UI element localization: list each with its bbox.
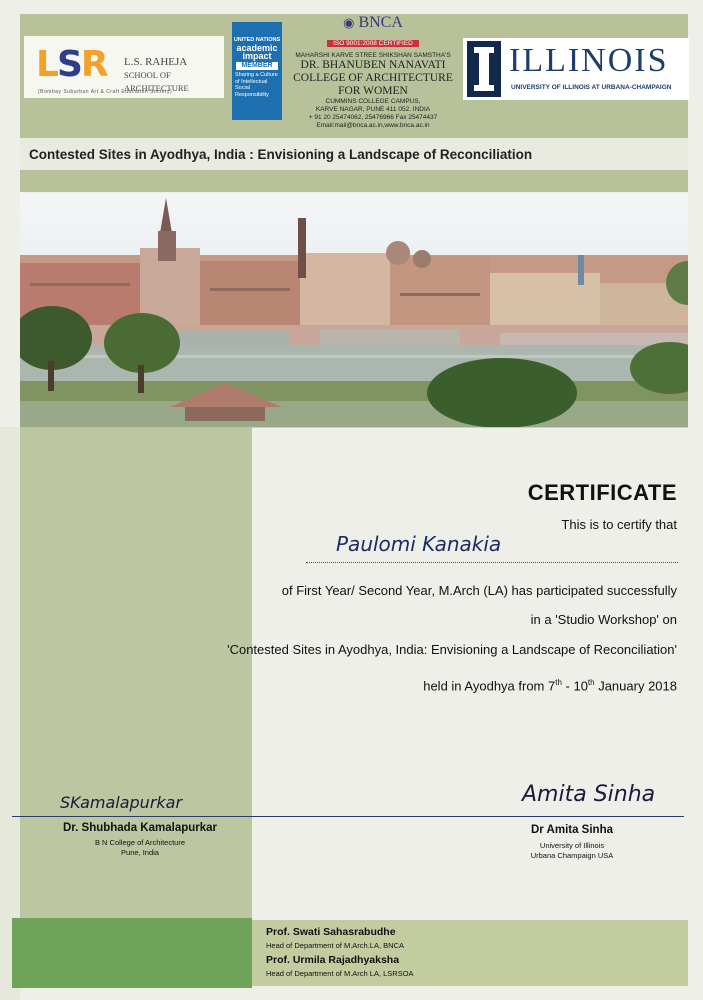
- recipient-dotted-line: [306, 562, 678, 563]
- right-signatory-affiliation: University of Illinois Urbana Champaign USA: [530, 841, 614, 860]
- bottom-signatory-2-role: Head of Department of M.Arch LA, LSRSOA: [266, 969, 414, 978]
- un-academic-impact-logo: UNITED NATIONS academic impact MEMBER Sharing a Culture of Intellectual Social Responsibility: [232, 22, 282, 120]
- right-signature: Amita Sinha: [522, 782, 656, 807]
- top-right-green-corner: [252, 427, 688, 428]
- lsr-tagline: (Bombay Suburban Art & Craft Education Society): [38, 89, 173, 95]
- left-signatory-affiliation: B N College of Architecture Pune, India: [94, 838, 186, 857]
- bottom-signatory-1-name: Prof. Swati Sahasrabudhe: [266, 926, 396, 938]
- lsr-logo: [24, 36, 224, 98]
- lsr-name: L.S. RAHEJA SCHOOL OF ARCHITECTURE: [124, 56, 189, 93]
- illinois-column-icon: [467, 41, 501, 97]
- bottom-signatory-2-name: Prof. Urmila Rajadhyaksha: [266, 954, 400, 966]
- bottom-signatory-1-role: Head of Department of M.Arch.LA, BNCA: [266, 941, 404, 950]
- bnca-logo: ◉ BNCA ISO 9001:2008 CERTIFIED MAHARSHI KARVE STREE SHIKSHAN SAMSTHA'S DR. BHANUBEN NANAVATI COLLEGE OF ARCHITECTURE FOR WOMEN CUMMINS COLLEGE CAMPUS, KARVE NAGAR, PUNE 411 052. INDIA + 91 20 25474062, 25476966 Fax 25474437 Email:mail@bnca.ac.in,www.bnca.ac.in: [285, 14, 461, 130]
- program-line: of First Year/ Second Year, M.Arch (LA) has participated successfully: [281, 583, 677, 598]
- bottom-left-green: [12, 918, 252, 988]
- signature-rule: [12, 816, 684, 817]
- right-signatory-name: Dr Amita Sinha: [530, 824, 613, 836]
- dates-line: held in Ayodhya from 7th - 10th January 2018: [423, 678, 677, 694]
- title-underband: [20, 170, 688, 192]
- illinois-logo: ILLINOIS UNIVERSITY OF ILLINOIS AT URBANA-CHAMPAIGN: [463, 38, 689, 100]
- workshop-title-line: 'Contested Sites in Ayodhya, India: Envisioning a Landscape of Reconciliation': [227, 642, 677, 657]
- bnca-title: ◉ BNCA: [343, 14, 403, 31]
- left-signature: SKamalapurkar: [60, 793, 183, 812]
- bnca-emblem-icon: ◉: [343, 15, 355, 30]
- workshop-title: Contested Sites in Ayodhya, India : Envisioning a Landscape of Reconciliation: [29, 147, 533, 162]
- left-signatory-name: Dr. Shubhada Kamalapurkar: [62, 822, 218, 834]
- workshop-type-line: in a 'Studio Workshop' on: [530, 612, 677, 627]
- left-green-strip: [0, 427, 20, 1000]
- recipient-name: Paulomi Kanakia: [336, 532, 502, 556]
- lsr-mark: LSR: [36, 44, 107, 85]
- certificate-heading: CERTIFICATE: [527, 480, 677, 505]
- certify-line: This is to certify that: [561, 517, 677, 532]
- ayodhya-riverfront-photo: [20, 193, 688, 427]
